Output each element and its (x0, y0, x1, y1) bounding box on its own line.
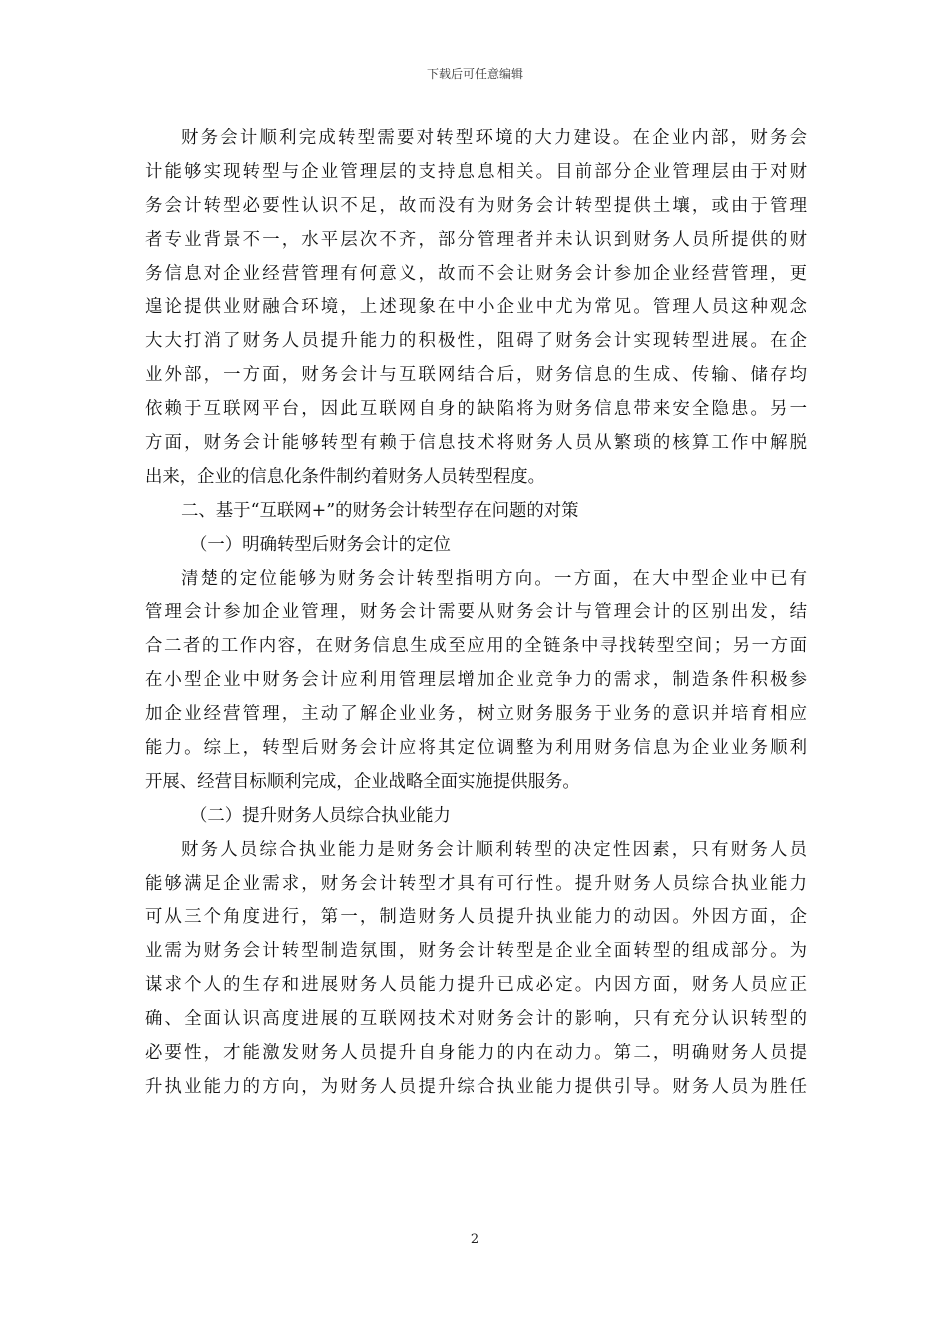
text-line: 管理会计参加企业管理，财务会计需要从财务会计与管理会计的区别出发，结 (145, 602, 807, 623)
text-line: 能够满足企业需求，财务会计转型才具有可行性。提升财务人员综合执业能力 (145, 873, 807, 894)
text-line: 财务会计顺利完成转型需要对转型环境的大力建设。在企业内部，财务会 (181, 128, 807, 148)
text-line: 谋求个人的生存和进展财务人员能力提升已成必定。内因方面，财务人员应正 (145, 975, 807, 996)
text-line: 可从三个角度进行，第一，制造财务人员提升执业能力的动因。外因方面，企 (145, 907, 807, 928)
text-line: 清楚的定位能够为财务会计转型指明方向。一方面，在大中型企业中已有 (181, 568, 807, 589)
text-line: 加企业经营管理，主动了解企业业务，树立财务服务于业务的意识并培育相应 (145, 704, 807, 725)
subsection-heading: （二）提升财务人员综合执业能力 (190, 805, 451, 826)
text-line: 财务人员综合执业能力是财务会计顺利转型的决定性因素，只有财务人员 (181, 839, 807, 860)
text-line: 方面，财务会计能够转型有赖于信息技术将财务人员从繁琐的核算工作中解脱 (145, 433, 807, 454)
text-line: 出来，企业的信息化条件制约着财务人员转型程度。 (145, 466, 545, 487)
text-line: 者专业背景不一，水平层次不齐，部分管理者并未认识到财务人员所提供的财 (145, 229, 807, 250)
text-line: 业外部，一方面，财务会计与互联网结合后，财务信息的生成、传输、储存均 (145, 365, 807, 386)
text-line: 在小型企业中财务会计应利用管理层增加企业竞争力的需求，制造条件积极参 (145, 670, 807, 691)
text-line: 升执业能力的方向，为财务人员提升综合执业能力提供引导。财务人员为胜任 (145, 1076, 807, 1097)
text-line: 业需为财务会计转型制造氛围，财务会计转型是企业全面转型的组成部分。为 (145, 941, 807, 962)
text-line: 必要性，才能激发财务人员提升自身能力的内在动力。第二，明确财务人员提 (145, 1043, 807, 1064)
text-line: 计能够实现转型与企业管理层的支持息息相关。目前部分企业管理层由于对财 (145, 161, 807, 182)
subsection-heading-competency (145, 800, 807, 834)
text-line: 务会计转型必要性认识不足，故而没有为财务会计转型提供土壤，或由于管理 (145, 195, 807, 216)
text-line: 务信息对企业经营管理有何意义，故而不会让财务会计参加企业经营管理，更 (145, 263, 807, 284)
paragraph-transition-environment (145, 122, 807, 495)
section-heading-countermeasures (145, 495, 807, 529)
page-number: 2 (470, 1232, 480, 1247)
page-header: 下载后可任意编辑 (426, 67, 523, 81)
paragraph-competency (145, 834, 807, 1105)
text-line: 开展、经营目标顺利完成，企业战略全面实施提供服务。 (145, 771, 580, 792)
text-line: 能力。综上，转型后财务会计应将其定位调整为利用财务信息为企业业务顺利 (145, 738, 807, 759)
subsection-heading-positioning (145, 529, 807, 563)
text-line: 遑论提供业财融合环境，上述现象在中小企业中尤为常见。管理人员这种观念 (145, 297, 807, 318)
text-line: 大大打消了财务人员提升能力的积极性，阻碍了财务会计实现转型进展。在企 (145, 331, 807, 352)
paragraph-positioning (145, 563, 807, 800)
text-line: 依赖于互联网平台，因此互联网自身的缺陷将为财务信息带来安全隐患。另一 (145, 399, 807, 420)
subsection-heading: （一）明确转型后财务会计的定位 (190, 534, 451, 555)
text-line: 合二者的工作内容，在财务信息生成至应用的全链条中寻找转型空间；另一方面 (145, 636, 807, 657)
text-line: 确、全面认识高度进展的互联网技术对财务会计的影响，只有充分认识转型的 (145, 1009, 807, 1030)
document-body (145, 122, 807, 1105)
section-heading: 二、基于“互联网+”的财务会计转型存在问题的对策 (181, 500, 579, 521)
